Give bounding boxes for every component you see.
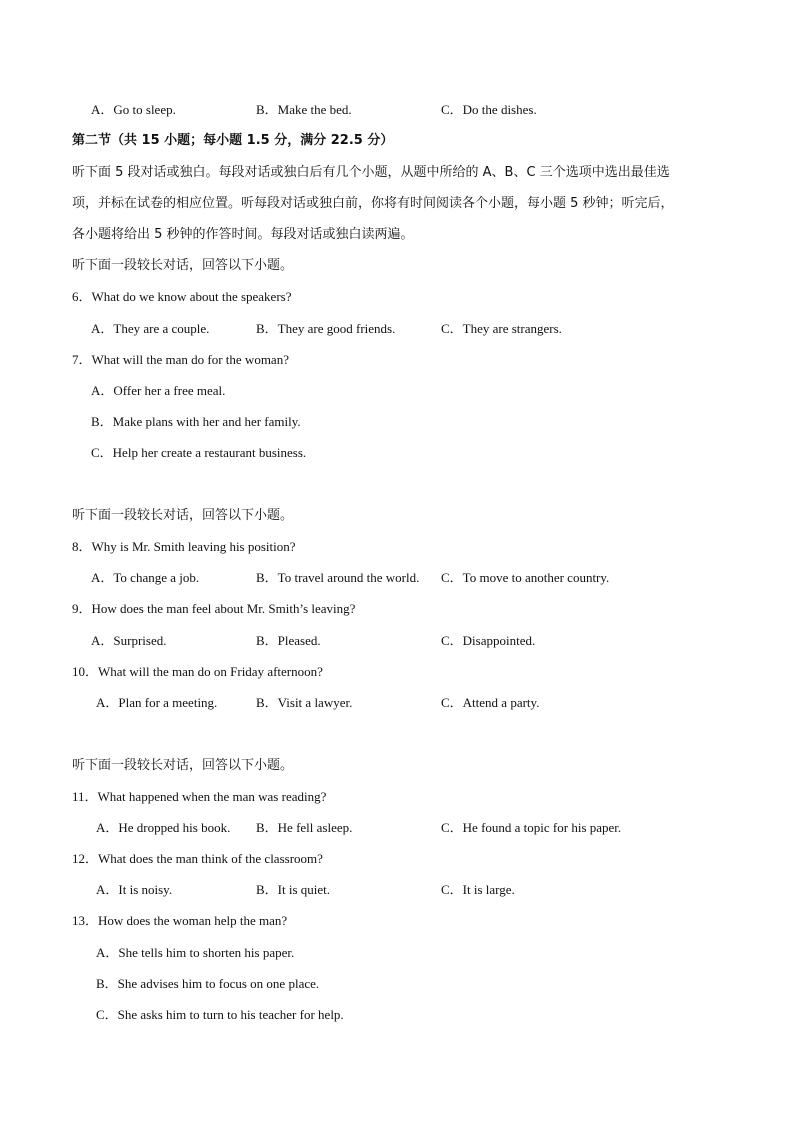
instructions-line-1: 听下面 5 段对话或独白。每段对话或独白后有几个小题，从题中所给的 A、B、C 三个选项中选出最佳选 xyxy=(72,165,670,180)
question-stem: 7．What will the man do for the woman? xyxy=(72,352,289,367)
option-a: A．To change a job. xyxy=(91,570,200,585)
option-c: C．Attend a party. xyxy=(441,695,540,710)
option-b: B．To travel around the world. xyxy=(256,570,420,585)
option-b: B．They are good friends. xyxy=(256,321,396,336)
option-b: B．He fell asleep. xyxy=(256,820,353,835)
option-c: C．Disappointed. xyxy=(441,633,536,648)
group-prompt: 听下面一段较长对话，回答以下小题。 xyxy=(72,758,294,773)
option-c: C．Help her create a restaurant business. xyxy=(91,445,307,460)
option-c: C．To move to another country. xyxy=(441,570,610,585)
question-stem: 11．What happened when the man was reading? xyxy=(72,789,327,804)
option-a: A．It is noisy. xyxy=(96,882,173,897)
option-a: A．He dropped his book. xyxy=(96,820,231,835)
option-a: A．Surprised. xyxy=(91,633,167,648)
option-c: C．He found a topic for his paper. xyxy=(441,820,622,835)
option-c: C．She asks him to turn to his teacher for help. xyxy=(96,1007,344,1022)
instructions-line-2: 项，并标在试卷的相应位置。听每段对话或独白前，你将有时间阅读各个小题，每小题 5 秒钟；听完后， xyxy=(72,196,674,211)
option-c: C．Do the dishes. xyxy=(441,102,537,117)
question-stem: 8．Why is Mr. Smith leaving his position? xyxy=(72,539,296,554)
option-b: B．Make the bed. xyxy=(256,102,352,117)
option-c: C．It is large. xyxy=(441,882,515,897)
option-a: A．Go to sleep. xyxy=(91,102,176,117)
group-prompt: 听下面一段较长对话，回答以下小题。 xyxy=(72,508,294,523)
option-b: B．She advises him to focus on one place. xyxy=(96,976,320,991)
question-stem: 10．What will the man do on Friday afternoon? xyxy=(72,664,323,679)
option-b: B．Make plans with her and her family. xyxy=(91,414,301,429)
question-stem: 9．How does the man feel about Mr. Smith’s leaving? xyxy=(72,601,356,616)
group-prompt: 听下面一段较长对话，回答以下小题。 xyxy=(72,258,294,273)
option-a: A．Plan for a meeting. xyxy=(96,695,218,710)
option-a: A．She tells him to shorten his paper. xyxy=(96,945,295,960)
option-b: B．It is quiet. xyxy=(256,882,331,897)
option-a: A．They are a couple. xyxy=(91,321,210,336)
option-c: C．They are strangers. xyxy=(441,321,562,336)
option-b: B．Visit a lawyer. xyxy=(256,695,353,710)
option-b: B．Pleased. xyxy=(256,633,321,648)
question-stem: 6．What do we know about the speakers? xyxy=(72,289,292,304)
section-title: 第二节（共 15 小题；每小题 1.5 分，满分 22.5 分） xyxy=(72,133,394,148)
option-a: A．Offer her a free meal. xyxy=(91,383,226,398)
question-stem: 13．How does the woman help the man? xyxy=(72,913,288,928)
question-stem: 12．What does the man think of the classroom? xyxy=(72,851,323,866)
instructions-line-3: 各小题将给出 5 秒钟的作答时间。每段对话或独白读两遍。 xyxy=(72,227,414,242)
